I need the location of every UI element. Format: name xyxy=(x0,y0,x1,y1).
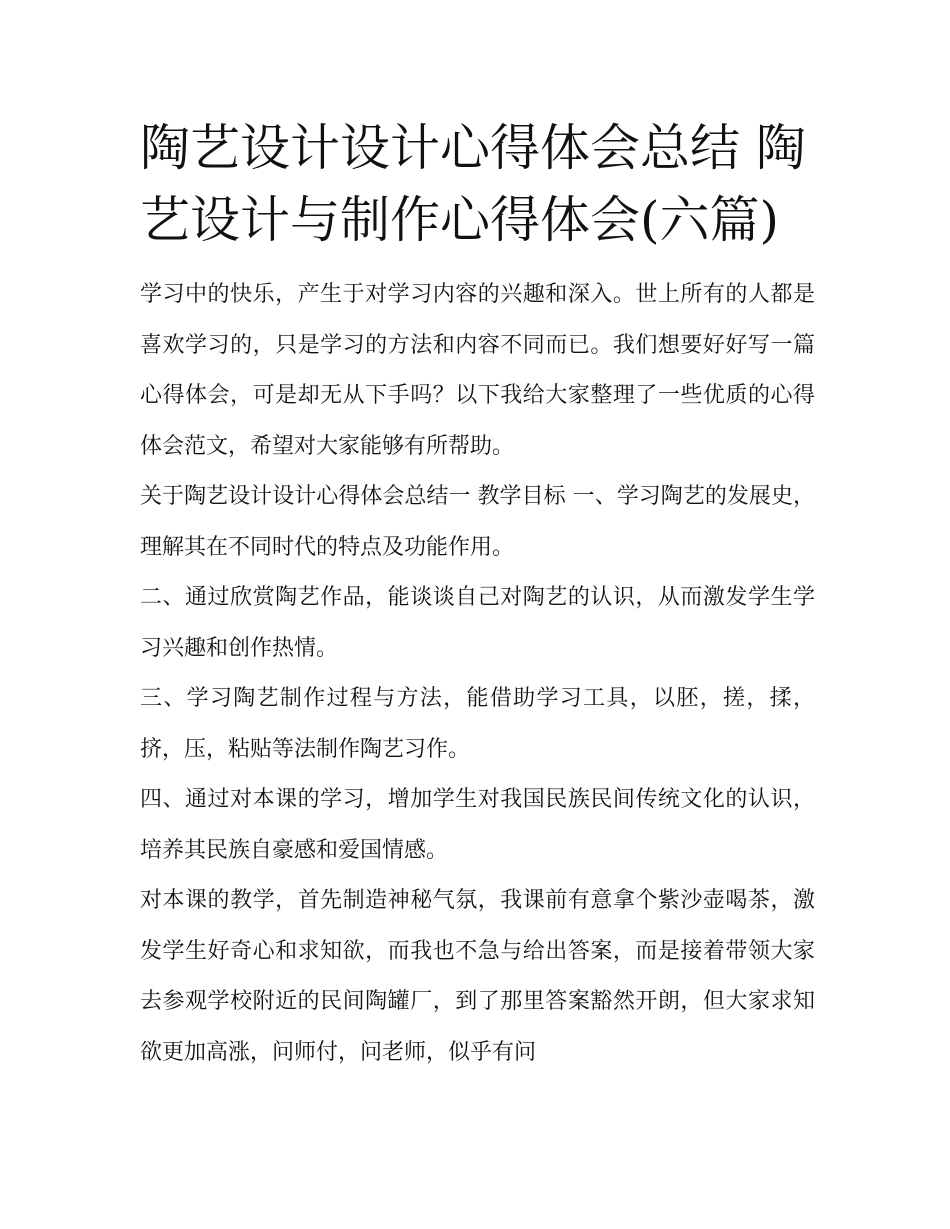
document-page xyxy=(140,112,815,1078)
paragraph-teaching: 对本课的教学，首先制造神秘气氛，我课前有意拿个紫沙壶喝茶，激发学生好奇心和求知欲，而我也不急与给出答案，而是接着带领大家去参观学校附近的民间陶罐厂，到了那里答案豁然开朗，但大家求知欲更加高涨，问师付，问老师，似乎有问 xyxy=(140,888,815,1065)
paragraph-goal-2: 二、通过欣赏陶艺作品，能谈谈自己对陶艺的认识，从而激发学生学习兴趣和创作热情。 xyxy=(140,585,815,661)
paragraph-goal-4: 四、通过对本课的学习，增加学生对我国民族民间传统文化的认识，培养其民族自豪感和爱国情感。 xyxy=(140,787,815,863)
document-title: 陶艺设计设计心得体会总结 陶艺设计与制作心得体会(六篇) xyxy=(140,119,806,249)
paragraph-intro: 学习中的快乐，产生于对学习内容的兴趣和深入。世上所有的人都是喜欢学习的，只是学习的方法和内容不同而已。我们想要好好写一篇心得体会，可是却无从下手吗？以下我给大家整理了一些优质的心得体会范文，希望对大家能够有所帮助。 xyxy=(140,282,815,459)
paragraph-goal-3: 三、学习陶艺制作过程与方法，能借助学习工具，以胚，搓，揉，挤，压，粘贴等法制作陶艺习作。 xyxy=(140,686,815,762)
paragraph-goal-1: 关于陶艺设计设计心得体会总结一 教学目标 一、学习陶艺的发展史，理解其在不同时代的特点及功能作用。 xyxy=(140,484,815,560)
